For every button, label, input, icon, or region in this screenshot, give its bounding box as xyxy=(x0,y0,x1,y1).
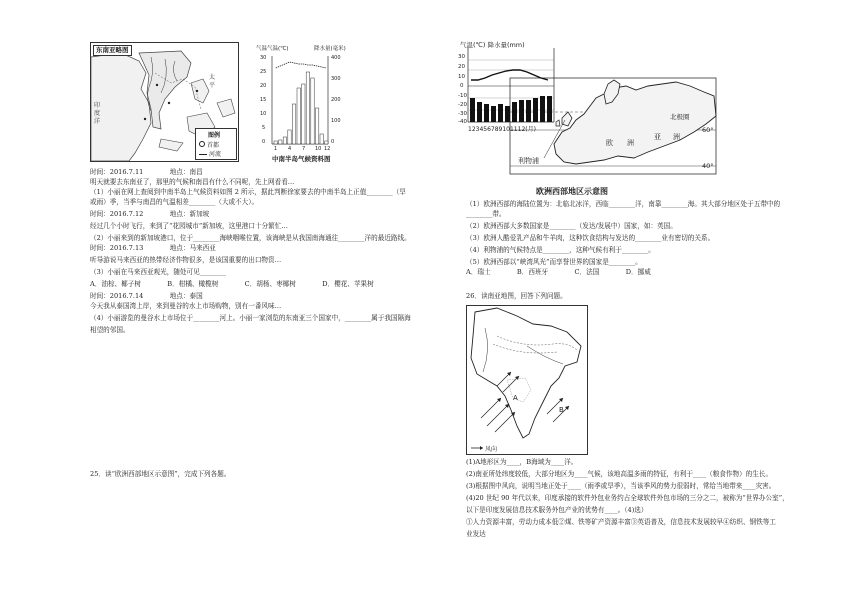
left-line-1: 时间：2016.7.11 地点：南昌 xyxy=(90,168,203,176)
question-26-stem: 26．读南亚地图，回答下列问题。 xyxy=(466,292,567,300)
x-tick-4: 4 xyxy=(288,146,292,152)
right-line-2: ________带。 xyxy=(466,210,506,218)
europe-x-months: 123456789101112(月) xyxy=(468,126,536,133)
right-line-5: （4）利物浦的气候特点是________，这种气候有利于________。 xyxy=(466,246,655,254)
right-tick-100: 100 xyxy=(331,118,341,124)
x-tick-1: 1 xyxy=(274,146,278,152)
left-line-2: 明天就要去东南亚了，那里的气候和南昌有什么不同呢，先上网看看… xyxy=(90,178,295,186)
europe-y-tick-10: 10 xyxy=(458,74,465,80)
right-line2-2: (2)南亚所处纬度较低，大部分地区为____气候，该地高温多雨的特征，有利于____（粮食作物）的生长。 xyxy=(466,470,773,478)
europe-y-tick-m20: -20 xyxy=(458,102,467,108)
lat-40-label: 40° xyxy=(702,162,714,170)
map-legend-title: 图例 xyxy=(208,132,221,139)
left-line-6: 经过几个小时飞行，来到了“花园城市”新加坡，这里港口十分繁忙… xyxy=(90,222,288,230)
left-tick-10: 10 xyxy=(260,111,267,117)
left-tick-0: 0 xyxy=(262,139,266,145)
climate-right-axis-label: 降水量(毫米) xyxy=(314,46,346,52)
arctic-circle-label: 北极圈 xyxy=(670,113,690,121)
river-icon xyxy=(199,154,207,155)
wind-legend-label: 风向 xyxy=(485,446,498,453)
x-tick-7: 7 xyxy=(302,146,306,152)
right-line2-7: 业发达 xyxy=(466,530,486,538)
svg-text:印: 印 xyxy=(94,103,101,109)
legend-capital xyxy=(199,140,219,149)
left-line-14: （4）小丽游览的曼谷水上市场位于________河上。小丽一家浏览的东南亚三个国家中，________属于我国隔海 xyxy=(90,314,411,322)
right-line-4: （3）欧洲人酷爱乳产品和牛羊肉，这种饮食结构与发达的________业有密切的关系。 xyxy=(466,234,715,242)
region-a-label: A xyxy=(513,394,518,402)
left-line-11: A．油棕、椰子树 B．柑橘、橄榄树 C．胡杨、枣椰树 D．樱花、苹果树 xyxy=(90,280,374,288)
climate-left-axis-label: 气温气温(℃) xyxy=(256,46,289,52)
right-line-6: （5）欧洲西部以“峡湾风光”而享誉世界的国家是________。 xyxy=(466,258,642,266)
southeast-asia-map xyxy=(90,42,239,162)
liverpool-label: 利物浦 xyxy=(518,157,539,165)
x-tick-10: 10 xyxy=(315,146,322,152)
region-b-label: B xyxy=(559,406,564,414)
left-line-13: 今天我从泰国湾上岸，来到曼谷的水上市场购物，别有一番风味… xyxy=(90,302,282,310)
legend-river xyxy=(199,149,221,158)
right-line-1: （1）欧洲西部的海陆位置为：北临北冰洋，西临________洋，南靠________海。其大部分地区处于五带中的 xyxy=(466,200,781,208)
europe-y-tick-m40: -40 xyxy=(458,119,467,125)
right-line2-1: (1)A地形区为____，B海域为____洋。 xyxy=(466,458,578,466)
left-line-7: （2）小丽来到的新加坡港口，位于________海峡咽喉位置，该海峡是从我国南海通往________洋的最近路线。 xyxy=(90,234,411,242)
europe-y-tick-20: 20 xyxy=(458,64,465,70)
svg-text:太: 太 xyxy=(209,75,216,81)
left-line-10: （3）小丽在马来西亚观光，随处可见________ xyxy=(90,268,227,276)
south-asia-map xyxy=(466,305,588,455)
left-line-12: 时间：2016.7.14 地点：泰国 xyxy=(90,292,203,300)
europe-chart-label: 气温(℃) 降水量(mm) xyxy=(460,41,525,49)
capital-icon xyxy=(199,141,205,147)
climate-chart-title: 中南半岛气候资料图 xyxy=(272,155,331,163)
svg-text:度: 度 xyxy=(94,111,101,117)
right-tick-400: 400 xyxy=(331,55,341,61)
southeast-asia-map-title: 东南亚略图 xyxy=(93,45,132,56)
western-europe-map xyxy=(458,40,718,198)
svg-text:平: 平 xyxy=(209,83,216,89)
question-25-stem: 25．读“欧洲西部地区示意图”，完成下列各题。 xyxy=(90,470,231,478)
europe-y-tick-0: 0 xyxy=(460,83,464,89)
legend-capital-label: 首都 xyxy=(207,142,220,149)
europe-y-tick-30: 30 xyxy=(458,54,465,60)
asia-label: 亚洲 xyxy=(654,133,692,141)
left-tick-15: 15 xyxy=(260,97,267,103)
left-line-9: 听导游说马来西亚的热带经济作物很多，是该国重要的出口物资… xyxy=(90,256,282,264)
europe-y-tick-m30: -30 xyxy=(458,111,467,117)
left-line-5: 时间：2016.7.12 地点：新加坡 xyxy=(90,210,210,218)
right-line2-4: (4)20 世纪 90 年代以来，印度承接的软件外包业务约占全球软件外包市场的三分之二，被称为“世界办公室”， xyxy=(466,494,789,502)
lat-60-label: 60° xyxy=(702,126,714,134)
left-line-15: 相望的邻国。 xyxy=(90,326,130,334)
left-tick-25: 25 xyxy=(260,69,267,75)
left-tick-20: 20 xyxy=(260,83,267,89)
right-tick-0: 0 xyxy=(331,139,335,145)
indochina-climate-chart xyxy=(248,44,358,162)
right-line2-5: 以下是印度发展信息技术服务外包产业的优势有____。（4)选） xyxy=(466,506,648,514)
left-line-8: 时间：2016.7.13 地点：马来西亚 xyxy=(90,244,216,252)
legend-river-label: 河流 xyxy=(209,151,222,158)
right-tick-200: 200 xyxy=(331,97,341,103)
right-tick-300: 300 xyxy=(331,76,341,82)
right-line2-3: (3)根据图中风向，说明当地正处于____（雨季或旱季），当该季风的势力很弱时，常给当地带来____灾害。 xyxy=(466,482,776,490)
left-tick-5: 5 xyxy=(262,125,266,131)
europe-y-tick-m10: -10 xyxy=(458,93,467,99)
x-tick-12: 12 xyxy=(324,146,331,152)
left-line-3: （1）小丽在网上查阅到中南半岛上气候资料如图 2 所示，据此判断徐家要去的中南半岛上正值________（旱 xyxy=(90,188,406,196)
svg-text:洋: 洋 xyxy=(94,119,101,125)
right-line2-6: ①人力资源丰富，劳动力成本低②煤、铁等矿产资源丰富③英语普及，信息技术发展较早④纺织、钢铁等工 xyxy=(466,518,776,526)
left-tick-30: 30 xyxy=(260,55,267,61)
europe-label: 欧洲 xyxy=(606,139,648,147)
map-legend xyxy=(195,128,237,160)
left-line-4: 或雨）季，当季与南昌的气温相差________（大或不大）。 xyxy=(90,198,259,206)
right-line-3: （2）欧洲西部大多数国家是________（发达/发展中）国家，如：英国。 xyxy=(466,222,677,230)
europe-map-title: 欧洲西部地区示意图 xyxy=(536,187,608,196)
right-line-7: A．瑞士 B．西班牙 C．法国 D．挪威 xyxy=(466,268,651,276)
